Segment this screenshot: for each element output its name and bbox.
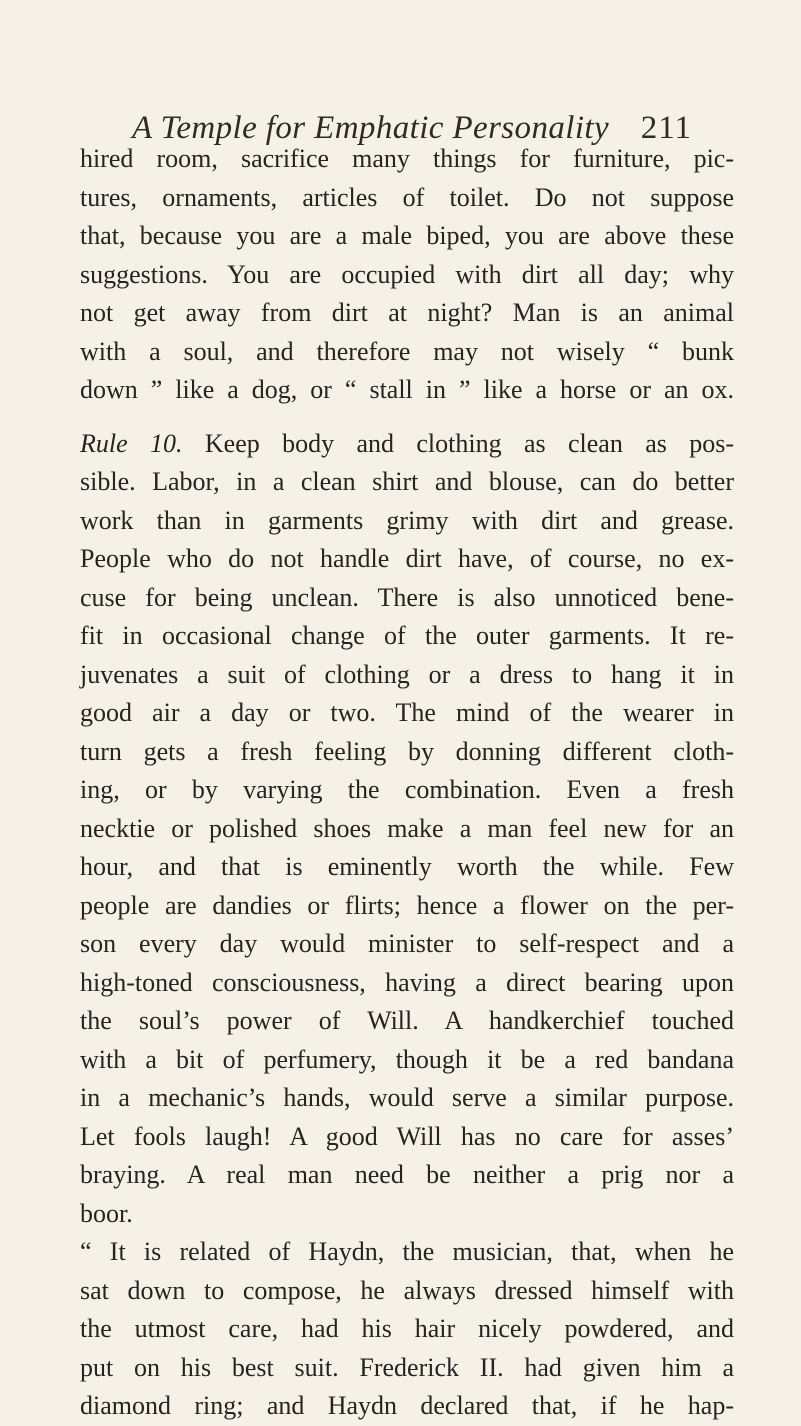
text-fragment: Keep body and clothing as clean as pos- [182,428,734,458]
text-line: fit in occasional change of the outer garments. It re- [80,621,734,650]
body-text [80,140,734,1426]
text-line: People who do not handle dirt have, of course, no ex- [80,544,734,573]
text-line: suggestions. You are occupied with dirt all day; why [80,259,734,289]
text-line: not get away from dirt at night? Man is an animal [80,298,734,327]
text-line: down ” like a dog, or “ stall in ” like a horse or an ox. [80,375,734,404]
text-line: that, because you are a male biped, you are above these [80,221,734,250]
text-line: put on his best suit. Frederick II. had given him a [80,1352,734,1382]
text-line: braying. A real man need be neither a prig nor a [80,1160,734,1189]
running-title: A Temple for Emphatic Personality [132,110,610,146]
text-line: sat down to compose, he always dressed himself with [80,1275,734,1305]
page-number: 211 [640,110,692,146]
text-line: in a mechanic’s hands, would serve a similar purpose. [80,1083,734,1112]
text-line: diamond ring; and Haydn declared that, if he hap- [80,1391,734,1420]
rule-label: Rule 10. [80,428,183,458]
text-line: hired room, sacrifice many things for furniture, pic- [80,144,734,173]
text-line: people are dandies or flirts; hence a flower on the per- [80,890,734,920]
text-line: son every day would minister to self-respect and a [80,929,734,958]
text-line: tures, ornaments, articles of toilet. Do not suppose [80,182,734,212]
text-line: hour, and that is eminently worth the while. Few [80,852,734,881]
text-line: boor. [80,1198,133,1228]
text-line: necktie or polished shoes make a man feel new for an [80,813,734,843]
text-line: with a soul, and therefore may not wisely “ bunk [80,336,734,366]
text-line: good air a day or two. The mind of the wearer in [80,698,734,727]
text-line: the soul’s power of Will. A handkerchief touched [80,1006,734,1035]
text-line: high-toned consciousness, having a direct bearing upon [80,967,734,997]
text-line: Let fools laugh! A good Will has no care for asses’ [80,1121,734,1151]
text-line: turn gets a fresh feeling by donning different cloth- [80,736,734,766]
text-line: cuse for being unclean. There is also unnoticed bene- [80,582,734,612]
text-line: work than in garments grimy with dirt and grease. [80,505,734,535]
text-line: ing, or by varying the combination. Even a fresh [80,775,734,804]
text-line: with a bit of perfumery, though it be a red bandana [80,1044,734,1074]
text-line: “ It is related of Haydn, the musician, that, when he [80,1237,734,1266]
text-line [80,425,734,464]
text-line: juvenates a suit of clothing or a dress to hang it in [80,659,734,689]
text-line: the utmost care, had his hair nicely powdered, and [80,1314,734,1343]
text-line: sible. Labor, in a clean shirt and blouse, can do better [80,467,734,496]
